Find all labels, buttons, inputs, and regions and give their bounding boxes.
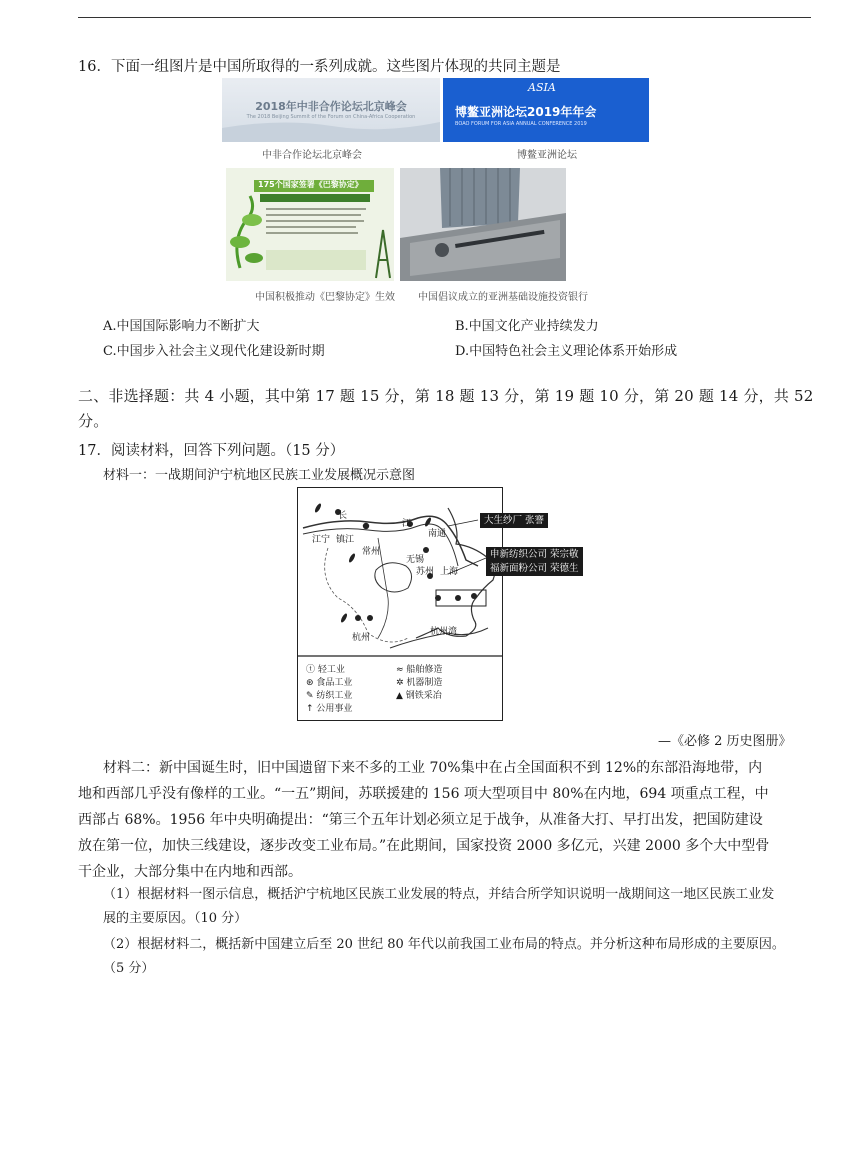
photo-title: 博鳌亚洲论坛2019年年会: [455, 105, 597, 119]
q16-option-b: B.中国文化产业持续发力: [455, 319, 599, 334]
photo-caption: 中国倡议成立的亚洲基础设施投资银行: [418, 292, 588, 303]
material2-line4: 放在第一位，加快三线建设，逐步改变工业布局。”在此期间，国家投资 2000 多亿元，兴建 2000 多个大中型骨: [78, 838, 770, 854]
map-label-changzhou: 常州: [362, 547, 381, 557]
legend-utilities: ↑ 公用事业: [306, 704, 353, 714]
q17-sub1-line2: 展的主要原因。（10 分）: [103, 911, 248, 926]
photo-subtitle: The 2018 Beijing Summit of the Forum on China-Africa Cooperation: [246, 114, 416, 120]
map-label-hangzhou-bay: 杭州湾: [430, 627, 458, 637]
q16-option-a: A.中国国际影响力不断扩大: [103, 319, 260, 334]
legend-light-industry: ⓣ 轻工业: [306, 665, 345, 675]
material2-line1: 材料二：新中国诞生时，旧中国遗留下来不多的工业 70%集中在占全国面积不到 12%的东部沿海地带，内: [103, 760, 763, 776]
q16-option-c: C.中国步入社会主义现代化建设新时期: [103, 344, 325, 359]
material2-line5: 干企业，大部分集中在内地和西部。: [78, 864, 302, 880]
legend-food-industry: ⊛ 食品工业: [306, 678, 353, 688]
legend-steel: ▲ 钢铁采冶: [396, 691, 442, 701]
q17-sub2-line2: （5 分）: [103, 961, 155, 976]
map-label-suzhou: 苏州: [416, 567, 435, 577]
map-label-chang: 长: [338, 511, 348, 521]
map-label-zhenjiang: 镇江: [336, 535, 355, 545]
legend-machinery: ✲ 机器制造: [396, 678, 443, 688]
q16-stem: 16．下面一组图片是中国所取得的一系列成就。这些图片体现的共同主题是: [78, 59, 561, 75]
photo-caption: 中非合作论坛北京峰会: [262, 150, 362, 161]
map-label-wuxi: 无锡: [406, 555, 425, 565]
map-label-shanghai: 上海: [440, 567, 459, 577]
photo-title: 175个国家签署《巴黎协定》: [258, 180, 363, 189]
section2-heading-line2: 分。: [78, 412, 109, 430]
legend-shipbuilding: ≈ 船舶修造: [396, 665, 443, 675]
photo-title: 2018年中非合作论坛北京峰会: [255, 100, 407, 113]
q17-sub1-line1: （1）根据材料一图示信息，概括沪宁杭地区民族工业发展的特点，并结合所学知识说明一战期间这一地区民族工业发: [103, 887, 775, 902]
callout-fuxin: 福新面粉公司 荣德生: [486, 561, 583, 576]
callout-shenxin: 申新纺织公司 荣宗敬: [486, 547, 583, 562]
legend-textile: ✎ 纺织工业: [306, 691, 353, 701]
map-label-jiangning: 江宁: [312, 535, 331, 545]
q17-stem: 17．阅读材料，回答下列问题。（15 分）: [78, 443, 345, 459]
map-label-jiang: 江: [402, 519, 412, 529]
header-rule: [78, 17, 811, 18]
industry-map: [297, 487, 503, 721]
asia-logo: ASIA: [528, 81, 556, 94]
callout-dasheng: 大生纱厂 张謇: [480, 513, 548, 528]
q16-option-d: D.中国特色社会主义理论体系开始形成: [455, 344, 678, 359]
photo-caption: 中国积极推动《巴黎协定》生效: [255, 292, 395, 303]
photo-paris-agreement: [226, 168, 394, 281]
photo-subtitle: BOAO FORUM FOR ASIA ANNUAL CONFERENCE 2019: [455, 121, 587, 127]
photo-boao-forum: [443, 78, 649, 142]
map-source: —《必修 2 历史图册》: [658, 734, 792, 749]
photo-caption: 博鳌亚洲论坛: [517, 150, 577, 161]
material1-title: 材料一：一战期间沪宁杭地区民族工业发展概况示意图: [103, 468, 416, 483]
photo-aiib-building: [400, 168, 566, 281]
material2-line3: 西部占 68%。1956 年中央明确提出：“第三个五年计划必须立足于战争，从准备大打、早打出发，把国防建设: [78, 812, 763, 828]
photo-focac-summit: [222, 78, 440, 142]
material2-line2: 地和西部几乎没有像样的工业。“一五”期间，苏联援建的 156 项大型项目中 80%在内地，694 项重点工程，中: [78, 786, 769, 802]
section2-heading-line1: 二、非选择题：共 4 小题，其中第 17 题 15 分，第 18 题 13 分，第 19 题 10 分，第 20 题 14 分，共 52: [78, 387, 814, 405]
q17-sub2-line1: （2）根据材料二，概括新中国建立后至 20 世纪 80 年代以前我国工业布局的特点。并分析这种布局形成的主要原因。: [103, 937, 785, 952]
map-label-nantong: 南通: [428, 529, 447, 539]
map-label-hangzhou: 杭州: [352, 633, 371, 643]
